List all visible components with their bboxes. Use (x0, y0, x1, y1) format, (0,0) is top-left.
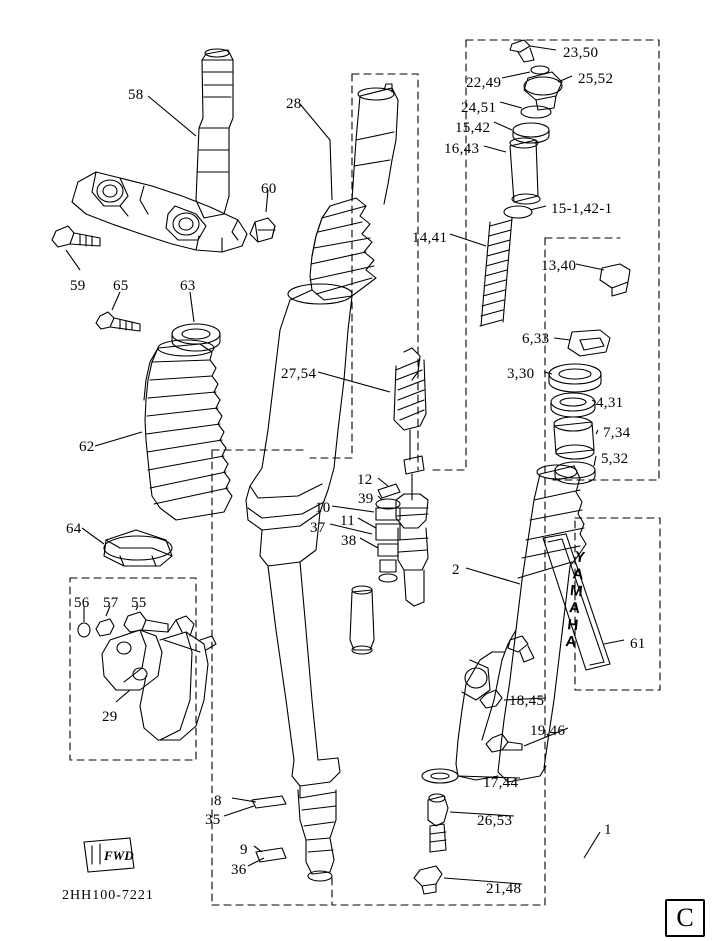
yamaha-decal-text: YAMAHA (561, 548, 590, 652)
callout-10: 10 (315, 500, 331, 516)
callout-62: 62 (79, 439, 95, 455)
part-16-43 (510, 138, 540, 204)
callout-2: 2 (452, 562, 460, 578)
callout-29: 29 (102, 709, 118, 725)
callout-22-49: 22,49 (466, 75, 502, 91)
callout-16-43: 16,43 (444, 141, 480, 157)
callout-17-44: 17,44 (483, 775, 519, 791)
callout-8: 8 (214, 793, 222, 809)
part-3-30 (549, 364, 601, 392)
callout-21-48: 21,48 (486, 881, 522, 897)
callout-1: 1 (604, 822, 612, 838)
fork-bellows (310, 198, 376, 300)
part-14-41-spring (480, 218, 512, 326)
part-15-1-42-1 (504, 206, 532, 218)
callout-60: 60 (261, 181, 277, 197)
drawing-part-number: 2HH100-7221 (62, 888, 154, 903)
lower-bushings (252, 796, 286, 862)
callout-6-33: 6,33 (522, 331, 550, 347)
part-23-50 (510, 40, 534, 62)
callout-24-51: 24,51 (461, 100, 497, 116)
callout-4-31: 4,31 (596, 395, 624, 411)
part-15-42 (513, 123, 549, 143)
callout-5-32: 5,32 (601, 451, 629, 467)
callout-7-34: 7,34 (603, 425, 631, 441)
callout-26-53: 26,53 (477, 813, 513, 829)
callout-65: 65 (113, 278, 129, 294)
callout-27-54: 27,54 (281, 366, 317, 382)
callout-39: 39 (358, 491, 374, 507)
callout-61: 61 (630, 636, 646, 652)
part-21-48 (414, 866, 442, 894)
corner-badge: C (665, 899, 705, 937)
small-parts-column (376, 484, 400, 582)
callout-19-46: 19,46 (530, 723, 566, 739)
callout-28: 28 (286, 96, 302, 112)
callout-64: 64 (66, 521, 82, 537)
lower-bracket (72, 172, 247, 252)
part-25-52 (524, 72, 562, 110)
part-19-46 (486, 734, 522, 752)
part-13-40 (600, 264, 630, 296)
damper-rod-assembly (394, 348, 428, 606)
part-64 (104, 530, 172, 566)
part-65 (96, 312, 140, 331)
parts-56-57-55 (78, 612, 168, 637)
callout-9: 9 (240, 842, 248, 858)
part-4-31 (551, 393, 595, 417)
callout-15-42: 15,42 (455, 120, 491, 136)
part-22-49 (531, 66, 549, 74)
callout-57: 57 (103, 595, 119, 611)
part-6-33 (568, 330, 610, 356)
callout-15-1-42-1: 15-1,42-1 (551, 201, 613, 217)
part-63 (172, 324, 220, 351)
callout-59: 59 (70, 278, 86, 294)
fwd-label: FWD (104, 848, 134, 863)
callout-37: 37 (310, 520, 326, 536)
part-18-45 (480, 690, 502, 708)
part-60 (250, 218, 275, 242)
part-28-inner-tube (352, 84, 398, 204)
part-59 (52, 226, 100, 247)
callout-13-40: 13,40 (541, 258, 577, 274)
callout-58: 58 (128, 87, 144, 103)
callout-3-30: 3,30 (507, 366, 535, 382)
callout-12: 12 (357, 472, 373, 488)
slider-lower (350, 586, 374, 654)
callout-23-50: 23,50 (563, 45, 599, 61)
steering-stem (196, 49, 233, 218)
callout-25-52: 25,52 (578, 71, 614, 87)
callout-36: 36 (231, 862, 247, 878)
part-26-53 (428, 794, 448, 852)
callout-63: 63 (180, 278, 196, 294)
part-17-44 (422, 769, 458, 783)
part-62-boot (144, 340, 232, 520)
callout-55: 55 (131, 595, 147, 611)
callout-14-41: 14,41 (412, 230, 448, 246)
callout-56: 56 (74, 595, 90, 611)
callout-35: 35 (205, 812, 221, 828)
part-7-34 (554, 417, 594, 459)
callout-18-45: 18,45 (509, 693, 545, 709)
part-29 (102, 616, 216, 740)
callout-11: 11 (340, 513, 356, 529)
callout-38: 38 (341, 533, 357, 549)
part-24-51 (521, 106, 551, 118)
